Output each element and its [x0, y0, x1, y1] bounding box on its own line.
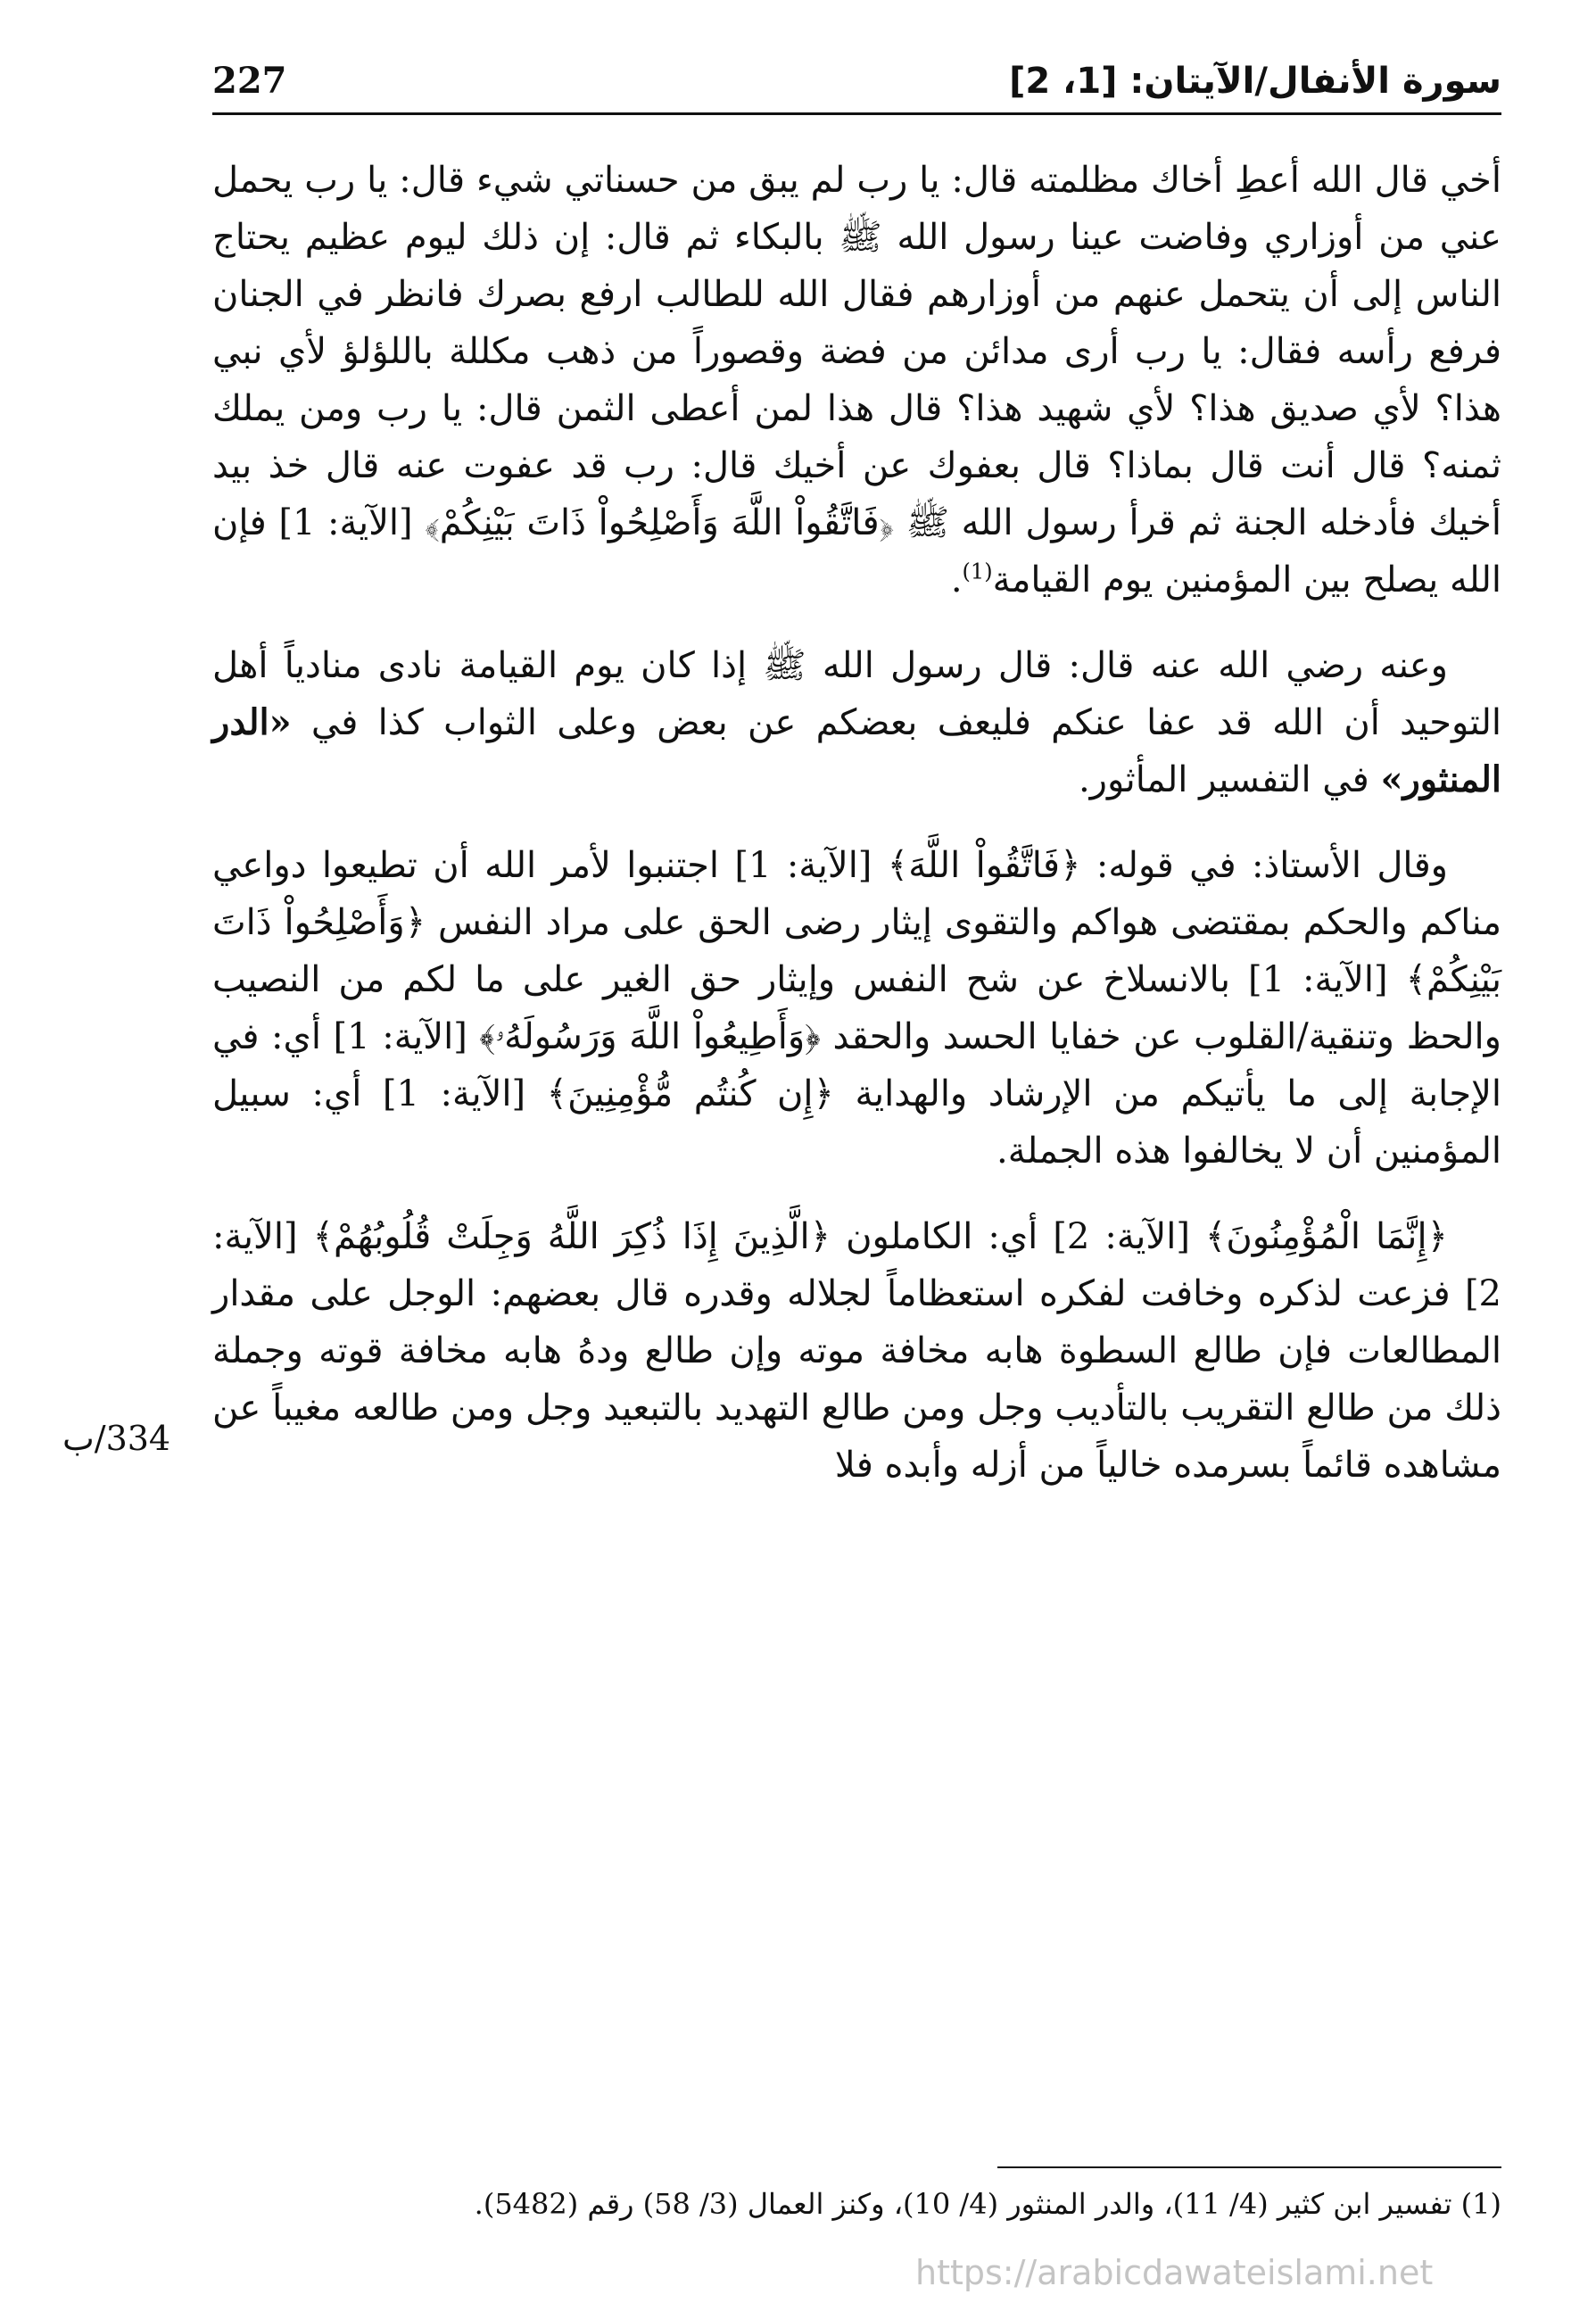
paragraph-4-text: ﴿إِنَّمَا الْمُؤْمِنُونَ﴾ [الآية: 2] أي: الكاملون ﴿الَّذِينَ إِذَا ذُكِرَ اللَّهُ وَجِلَتْ قُلُوبُهُمْ﴾ [الآية: 2] فزعت لذكره وخافت لفكره استعظاماً لجلاله وقدره قال بعضهم: الوجل على مقدار المطالعات فإن طالع السطوة هابه مخافة موته وإن طالع ودهُ هابه مخافة قوته وجملة ذلك من طالع التقريب بالتأديب وجل ومن طالع التهديد بالتبعيد وجل ومن طالعه مغيباً عن مشاهده قائماً بسرمده خالياً من أزله وأبده فلا [212, 1216, 1501, 1486]
paragraph-2-text-before: وعنه رضي الله عنه قال: قال رسول الله ﷺ إذا كان يوم القيامة نادى منادياً أهل التوحيد أن الله قد عفا عنكم فليعف بعضكم عن بعض وعلى الثواب كذا في [212, 645, 1501, 743]
paragraph-2 [212, 637, 1501, 808]
footnote-marker: (1) [1460, 2187, 1501, 2221]
paragraph-3 [212, 837, 1501, 1180]
paragraph-1 [212, 152, 1501, 609]
page-number: 227 [212, 60, 287, 102]
main-text [212, 152, 1501, 1522]
footnote-ref[interactable]: (1) [962, 559, 993, 584]
paragraph-3-text: وقال الأستاذ: في قوله: ﴿فَاتَّقُواْ اللَّهَ﴾ [الآية: 1] اجتنبوا لأمر الله أن تطيعوا دواعي مناكم والحكم بمقتضى هواكم والتقوى إيثار رضى الحق على مراد النفس ﴿وَأَصْلِحُواْ ذَاتَ بَيْنِكُمْ﴾ [الآية: 1] بالانسلاخ عن شح النفس وإيثار حق الغير على ما لكم من النصيب والحظ وتنقية/القلوب عن خفايا الحسد والحقد ﴿وَأَطِيعُواْ اللَّهَ وَرَسُولَهُۥ﴾ [الآية: 1] أي: في الإجابة إلى ما يأتيكم من الإرشاد والهداية ﴿إِن كُنتُم مُّؤْمِنِينَ﴾ [الآية: 1] أي: سبيل المؤمنين أن لا يخالفوا هذه الجملة. [212, 845, 1501, 1172]
surah-title: سورة الأنفال/الآيتان: [1، 2] [1009, 61, 1501, 102]
paragraph-2-text-after: في التفسير المأثور. [1078, 759, 1369, 800]
footnote-divider [997, 2166, 1501, 2168]
watermark-url: https://arabicdawateislami.net [915, 2253, 1434, 2292]
footnote [212, 2183, 1501, 2225]
running-header [212, 55, 1501, 115]
manuscript-folio-note: 334/ب [62, 1419, 171, 1458]
footnote-text: تفسير ابن كثير (4/ 11)، والدر المنثور (4/ 10)، وكنز العمال (3/ 58) رقم (5482). [474, 2187, 1452, 2221]
book-title-durr-manthur: «الدر المنثور» [212, 701, 1501, 800]
paragraph-4 [212, 1208, 1501, 1494]
paragraph-1-period: . [950, 559, 963, 601]
paragraph-1-text: أخي قال الله أعطِ أخاك مظلمته قال: يا رب لم يبق من حسناتي شيء قال: يا رب يحمل عني من أوزاري وفاضت عينا رسول الله ﷺ بالبكاء ثم قال: إن ذلك ليوم عظيم يحتاج الناس إلى أن يتحمل عنهم من أوزارهم فقال الله للطالب ارفع بصرك فانظر في الجنان فرفع رأسه فقال: يا رب أرى مدائن من فضة وقصوراً من ذهب مكللة باللؤلؤ لأي نبي هذا؟ لأي صديق هذا؟ لأي شهيد هذا؟ قال هذا لمن أعطى الثمن قال: يا رب ومن يملك ثمنه؟ قال أنت قال بماذا؟ قال بعفوك عن أخيك قال: رب قد عفوت عنه قال خذ بيد أخيك فأدخله الجنة ثم قرأ رسول الله ﷺ ﴿فَاتَّقُواْ اللَّهَ وَأَصْلِحُواْ ذَاتَ بَيْنِكُمْ﴾ [الآية: 1] فإن الله يصلح بين المؤمنين يوم القيامة [212, 160, 1501, 601]
